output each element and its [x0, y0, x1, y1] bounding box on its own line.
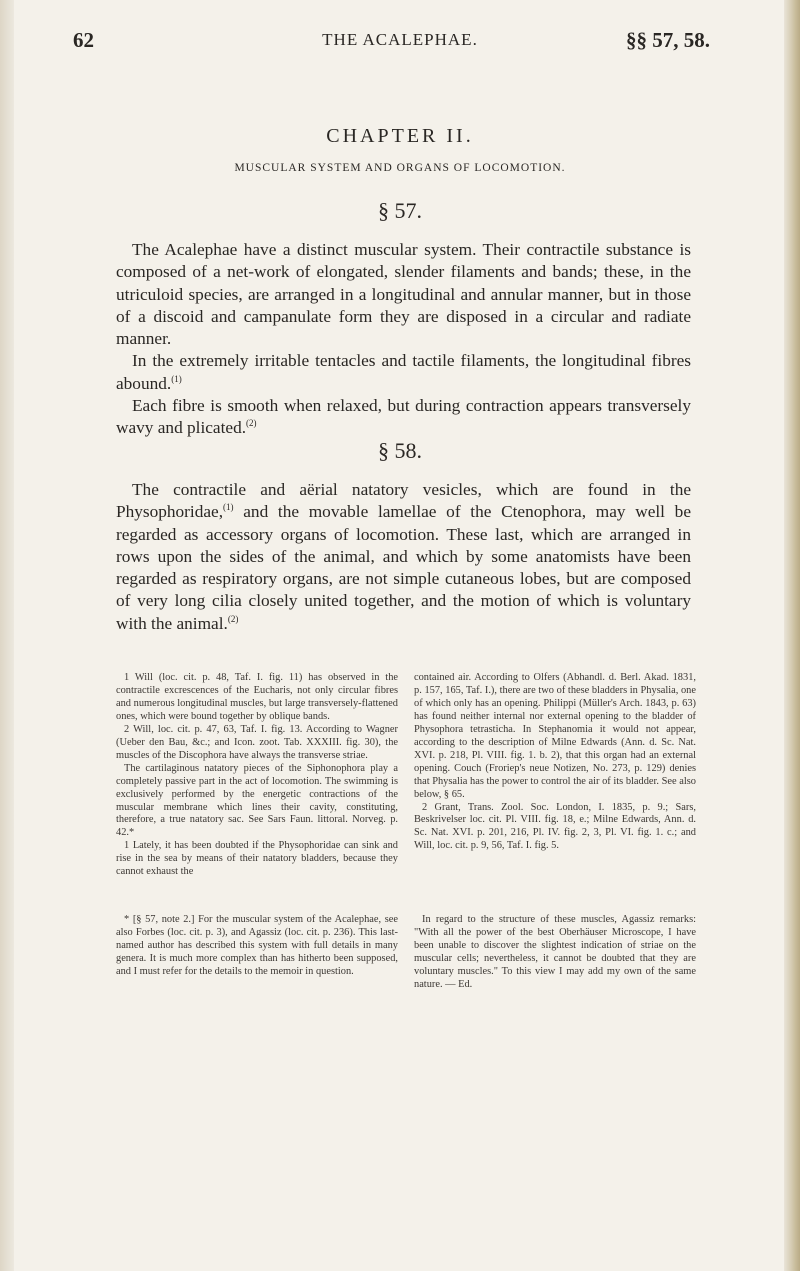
- section-58-heading: § 58.: [378, 438, 422, 463]
- paragraph: Each fibre is smooth when relaxed, but during contraction appears transversely wavy and plicated.$^{(2)}$: [116, 396, 691, 438]
- paragraph: In the extremely irritable tentacles and tactile filaments, the longitudinal fibres abound.$^{(1)}$: [116, 351, 691, 393]
- footnote-ref: (1): [171, 374, 182, 385]
- footnotes: [116, 672, 696, 892]
- running-title: THE ACALEPHAE.: [322, 30, 478, 49]
- footnote: contained air. According to Olfers (Abhandl. d. Berl. Akad. 1831, p. 157, 165, Taf. I.), there are two of these bladders in Physalia, one of which only has an opening. Philippi (Müller's Arch. 1843, p. 63) has found neither internal nor external opening to the bladder of Physophora tetrasticha. In Stephanomia it would not appear, according to the description of Milne Edwards (Ann. d. Sc. Nat. XVI. p. 218, Pl. VIII. fig. 1. b. 2), that this organ had an external opening. Couch (Froriep's neue Notizen, No. 273, p. 129) denies that Physalia has the power to control the air of its bladder. See also below, § 65.: [414, 672, 696, 800]
- section-57-heading: § 57.: [378, 198, 422, 223]
- editor-note-right: In regard to the structure of these muscles, Agassiz remarks: "With all the power of the best Oberhäuser Microscope, I have been unable to discover the slightest indication of striae on the muscular cells; nevertheless, it cannot be doubted that they are voluntary muscles." To this view I may add my own of the same nature. — Ed.: [414, 914, 696, 990]
- page-gutter-shadow: [0, 0, 14, 1271]
- page-header: [0, 28, 800, 58]
- footnote: 1 Lately, it has been doubted if the Physophoridae can sink and rise in the sea by means of their natatory bladders, because they cannot exhaust the: [116, 840, 398, 878]
- page-number: 62: [73, 28, 94, 52]
- footnote-ref: (1): [223, 502, 234, 513]
- footnotes-right-column: [414, 672, 696, 853]
- section-57-body: [116, 239, 691, 440]
- footnote: 2 Grant, Trans. Zool. Soc. London, I. 1835, p. 9.; Sars, Beskrivelser loc. cit. Pl. VIII. fig. 18, e.; Milne Edwards, Ann. d. Sc. Nat. XVI. p. 201, 216, Pl. IV. fig. 2, 3, Pl. VI. fig. 1. c.; and Will, loc. cit. p. 9, 56, Taf. I. fig. 5.: [414, 801, 696, 852]
- footnote: 1 Will (loc. cit. p. 48, Taf. I. fig. 11) has observed in the contractile excrescences of the Eucharis, not only circular fibres and numerous longitudinal muscles, but large transversely-flattened ones, which were bound together by oblique bands.: [116, 672, 398, 722]
- chapter-title: CHAPTER II.: [326, 125, 474, 147]
- paragraph: The contractile and aërial natatory vesicles, which are found in the Physophoridae,$^{(1)}$ and the movable lamellae of the Ctenophora, may well be regarded as accessory organs of locomotion. These last, which are arranged in rows upon the sides of the animal, and which by some anatomists have been regarded as respiratory organs, are not simple cutaneous lobes, but are composed of very long cilia closely united together, and the motion of which is voluntary with the animal.$^{(2)}$: [116, 480, 691, 633]
- footnote: The cartilaginous natatory pieces of the Siphonophora play a completely passive part in the act of locomotion. The swimming is exclusively performed by the energetic contractions of the muscular membrane which lines their cavity, constituting, therefore, a true natatory sac. See Sars Faun. littoral. Norveg. p. 42.*: [116, 762, 398, 839]
- chapter-subtitle: MUSCULAR SYSTEM AND ORGANS OF LOCOMOTION.: [234, 162, 566, 174]
- editor-note-left: * [§ 57, note 2.] For the muscular system of the Acalephae, see also Forbes (loc. cit. p. 3), and Agassiz (loc. cit. p. 236). This last-named author has described this system with full details in many genera. It is much more complex than has hitherto been supposed, and I must refer for the details to the memoir in question.: [116, 914, 398, 977]
- footnote-ref: (2): [227, 614, 239, 625]
- paragraph: The Acalephae have a distinct muscular system. Their contractile substance is composed of a net-work of elongated, slender filaments and bands; these, in the utriculoid species, are arranged in a longitudinal and annular manner, but in those of a discoid and campanulate form they are disposed in a circular and radiate manner.: [116, 240, 691, 349]
- footnote-ref: (2): [246, 418, 257, 429]
- editor-note: [116, 914, 696, 1024]
- section-58-body: [116, 479, 691, 635]
- footnotes-left-column: [116, 672, 398, 879]
- section-reference: §§ 57, 58.: [626, 28, 710, 52]
- footnote: 2 Will, loc. cit. p. 47, 63, Taf. I. fig. 13. According to Wagner (Ueber den Bau, &c.; and Icon. zoot. Tab. XXXIII. fig. 30), the muscles of the Discophora have always the transverse striae.: [116, 723, 398, 761]
- page-edge-binding: [784, 0, 800, 1271]
